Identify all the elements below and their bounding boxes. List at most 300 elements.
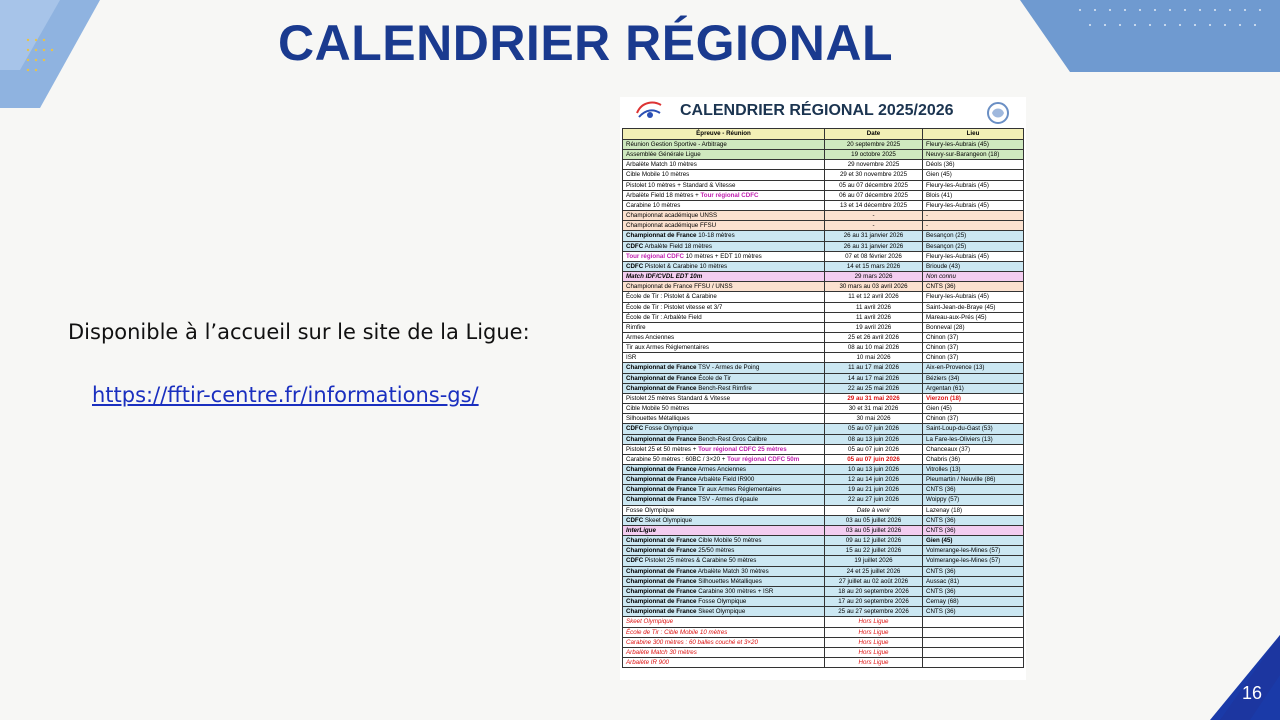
- place-cell: Bonneval (28): [923, 322, 1024, 332]
- event-text: ISR: [626, 354, 637, 362]
- place-cell: [923, 627, 1024, 637]
- date-cell: 10 au 13 juin 2026: [825, 465, 923, 475]
- place-cell: Déols (36): [923, 160, 1024, 170]
- date-cell: 29 au 31 mai 2026: [825, 393, 923, 403]
- table-row: [623, 465, 1024, 475]
- event-cell: [623, 160, 825, 170]
- event-cell: [623, 363, 825, 373]
- calendar-image: [620, 97, 1026, 680]
- event-text: InterLigue: [626, 526, 656, 534]
- place-cell: La Fare-les-Oliviers (13): [923, 434, 1024, 444]
- date-cell: 29 mars 2026: [825, 272, 923, 282]
- event-text: Fosse Olympique: [626, 506, 675, 514]
- event-text: Championnat de France FFSU / UNSS: [626, 283, 733, 291]
- event-cell: [623, 525, 825, 535]
- event-cell: [623, 140, 825, 150]
- event-text: Championnat de France: [626, 496, 697, 504]
- place-cell: Argentan (61): [923, 383, 1024, 393]
- table-row: [623, 211, 1024, 221]
- date-cell: 08 au 10 mai 2026: [825, 343, 923, 353]
- event-text: Championnat de France: [626, 486, 697, 494]
- table-row: [623, 404, 1024, 414]
- calendar-title: CALENDRIER RÉGIONAL 2025/2026: [680, 102, 954, 119]
- date-cell: Hors Ligue: [825, 627, 923, 637]
- event-text: Tour régional CDFC: [626, 252, 684, 260]
- place-cell: Aix-en-Provence (13): [923, 363, 1024, 373]
- event-cell: [623, 282, 825, 292]
- place-cell: Vierzon (18): [923, 393, 1024, 403]
- event-cell: [623, 312, 825, 322]
- date-cell: 05 au 07 juin 2026: [825, 454, 923, 464]
- event-cell: [623, 150, 825, 160]
- event-text: Pistolet 25 mètres Standard & Vitesse: [626, 394, 731, 402]
- table-row: [623, 586, 1024, 596]
- date-cell: 27 juillet au 02 août 2026: [825, 576, 923, 586]
- date-cell: 13 et 14 décembre 2025: [825, 200, 923, 210]
- table-row: [623, 383, 1024, 393]
- top-left-decoration: [0, 0, 110, 110]
- date-cell: 22 au 25 mai 2026: [825, 383, 923, 393]
- table-row: [623, 322, 1024, 332]
- place-cell: Cernay (68): [923, 597, 1024, 607]
- event-cell: [623, 180, 825, 190]
- event-cell: [623, 597, 825, 607]
- table-row: [623, 343, 1024, 353]
- place-cell: Gien (45): [923, 536, 1024, 546]
- date-cell: 18 au 20 septembre 2026: [825, 586, 923, 596]
- place-cell: CNTS (36): [923, 525, 1024, 535]
- table-row: [623, 454, 1024, 464]
- event-text: Championnat de France: [626, 384, 697, 392]
- event-text: Tour régional CDFC: [700, 191, 759, 199]
- event-text: École de Tir : Pistolet & Carabine: [626, 293, 717, 301]
- event-text: Championnat de France: [626, 476, 697, 484]
- place-cell: Aussac (81): [923, 576, 1024, 586]
- place-cell: Neuvy-sur-Barangeon (18): [923, 150, 1024, 160]
- event-text: Tour régional CDFC 25 mètres: [698, 445, 787, 453]
- event-text: Bench-Rest Rimfire: [696, 384, 752, 392]
- place-cell: Besançon (25): [923, 231, 1024, 241]
- date-cell: 19 juillet 2026: [825, 556, 923, 566]
- event-text: Arbalète Match 10 mètres: [626, 161, 697, 169]
- table-row: [623, 312, 1024, 322]
- event-cell: [623, 353, 825, 363]
- event-cell: [623, 647, 825, 657]
- event-cell: [623, 444, 825, 454]
- place-cell: -: [923, 221, 1024, 231]
- ligue-logo-icon: [984, 100, 1012, 126]
- event-cell: [623, 495, 825, 505]
- place-cell: Non connu: [923, 272, 1024, 282]
- place-cell: Fleury-les-Aubrais (45): [923, 140, 1024, 150]
- table-row: [623, 536, 1024, 546]
- event-text: Championnat de France: [626, 537, 697, 545]
- col-header-event: Épreuve - Réunion: [623, 129, 825, 140]
- date-cell: 19 au 21 juin 2026: [825, 485, 923, 495]
- event-text: CDFC: [626, 425, 644, 433]
- table-row: [623, 475, 1024, 485]
- event-cell: [623, 586, 825, 596]
- event-text: Skeet Olympique: [626, 618, 674, 626]
- event-text: Arbalète Field IR900: [696, 476, 755, 484]
- calendar-header-row: [623, 129, 1024, 140]
- event-cell: [623, 536, 825, 546]
- event-text: Silhouettes Métalliques: [696, 577, 762, 585]
- table-row: [623, 556, 1024, 566]
- event-cell: [623, 424, 825, 434]
- event-cell: [623, 251, 825, 261]
- event-text: Championnat académique UNSS: [626, 212, 718, 220]
- event-text: 10 mètres + EDT 10 mètres: [683, 252, 762, 260]
- event-text: Championnat de France: [626, 567, 697, 575]
- place-cell: -: [923, 211, 1024, 221]
- event-cell: [623, 434, 825, 444]
- slide-title: CALENDRIER RÉGIONAL: [278, 15, 894, 71]
- date-cell: 29 novembre 2025: [825, 160, 923, 170]
- intro-text: Disponible à l’accueil sur le site de la Ligue:: [68, 320, 530, 344]
- date-cell: 29 et 30 novembre 2025: [825, 170, 923, 180]
- event-text: CDFC: [626, 557, 644, 565]
- event-cell: [623, 475, 825, 485]
- place-cell: Brioude (43): [923, 261, 1024, 271]
- place-cell: [923, 657, 1024, 667]
- place-cell: Volmerange-les-Mines (57): [923, 556, 1024, 566]
- event-text: Assemblée Générale Ligue: [626, 151, 701, 159]
- date-cell: 05 au 07 décembre 2025: [825, 180, 923, 190]
- event-text: Championnat académique FFSU: [626, 222, 717, 230]
- date-cell: -: [825, 221, 923, 231]
- date-cell: 06 au 07 décembre 2025: [825, 190, 923, 200]
- date-cell: 19 octobre 2025: [825, 150, 923, 160]
- date-cell: 19 avril 2026: [825, 322, 923, 332]
- table-row: [623, 373, 1024, 383]
- event-text: Bench-Rest Gros Calibre: [696, 435, 767, 443]
- place-cell: CNTS (36): [923, 607, 1024, 617]
- date-cell: 11 au 17 mai 2026: [825, 363, 923, 373]
- place-cell: Lazenay (18): [923, 505, 1024, 515]
- event-text: Championnat de France: [626, 232, 697, 240]
- date-cell: Hors Ligue: [825, 637, 923, 647]
- table-row: [623, 627, 1024, 637]
- table-row: [623, 180, 1024, 190]
- event-text: Arbalète Field 18 mètres: [643, 242, 712, 250]
- table-row: [623, 261, 1024, 271]
- place-cell: Saint-Loup-du-Gast (53): [923, 424, 1024, 434]
- event-text: Cible Mobile 10 mètres: [626, 171, 690, 179]
- table-row: [623, 231, 1024, 241]
- calendar-body: [623, 140, 1024, 668]
- event-cell: [623, 241, 825, 251]
- event-text: Arbalète IR 900: [626, 658, 669, 666]
- table-row: [623, 140, 1024, 150]
- event-cell: [623, 404, 825, 414]
- event-text: Championnat de France: [626, 364, 697, 372]
- event-text: École de Tir : Arbalète Field: [626, 313, 702, 321]
- date-cell: 17 au 20 septembre 2026: [825, 597, 923, 607]
- table-row: [623, 576, 1024, 586]
- table-row: [623, 292, 1024, 302]
- date-cell: 11 avril 2026: [825, 312, 923, 322]
- event-text: École de Tir : Cible Mobile 10 mètres: [626, 628, 728, 636]
- event-text: Carabine 50 mètres : 60BC / 3×20 +: [626, 455, 728, 463]
- table-row: [623, 200, 1024, 210]
- date-cell: 14 et 15 mars 2026: [825, 261, 923, 271]
- table-row: [623, 617, 1024, 627]
- table-row: [623, 150, 1024, 160]
- event-cell: [623, 261, 825, 271]
- event-text: Silhouettes Métalliques: [626, 415, 690, 423]
- event-text: Cible Mobile 50 mètres: [626, 405, 690, 413]
- date-cell: 12 au 14 juin 2026: [825, 475, 923, 485]
- date-cell: 30 et 31 mai 2026: [825, 404, 923, 414]
- table-row: [623, 332, 1024, 342]
- top-right-decoration: [1020, 0, 1280, 75]
- event-text: École de Tir : Pistolet vitesse et 3/7: [626, 303, 723, 311]
- date-cell: 05 au 07 juin 2026: [825, 444, 923, 454]
- place-cell: Chabris (36): [923, 454, 1024, 464]
- place-cell: CNTS (36): [923, 485, 1024, 495]
- table-row: [623, 637, 1024, 647]
- place-cell: Pleumartin / Neuville (86): [923, 475, 1024, 485]
- event-text: Arbalète Match 30 mètres: [696, 567, 769, 575]
- event-cell: [623, 515, 825, 525]
- event-text: Tir aux Armes Réglementaires: [696, 486, 782, 494]
- place-cell: [923, 617, 1024, 627]
- event-cell: [623, 546, 825, 556]
- event-cell: [623, 383, 825, 393]
- table-row: [623, 485, 1024, 495]
- event-cell: [623, 556, 825, 566]
- event-text: CDFC: [626, 262, 644, 270]
- date-cell: 05 au 07 juin 2026: [825, 424, 923, 434]
- table-row: [623, 414, 1024, 424]
- place-cell: Chanceaux (37): [923, 444, 1024, 454]
- date-cell: Hors Ligue: [825, 617, 923, 627]
- bottom-right-decoration: [1210, 635, 1280, 720]
- event-cell: [623, 272, 825, 282]
- table-row: [623, 424, 1024, 434]
- calendar-header: [620, 97, 1026, 128]
- event-text: Arbalète Match 30 mètres: [626, 648, 697, 656]
- event-text: Championnat de France: [626, 577, 697, 585]
- date-cell: 08 au 13 juin 2026: [825, 434, 923, 444]
- event-cell: [623, 302, 825, 312]
- event-text: Skeet Olympique: [696, 608, 746, 616]
- table-row: [623, 393, 1024, 403]
- event-text: CDFC: [626, 242, 644, 250]
- event-text: Carabine 300 mètres + ISR: [696, 587, 774, 595]
- event-text: Championnat de France: [626, 598, 697, 606]
- event-text: Fosse Olympique: [643, 425, 694, 433]
- table-row: [623, 647, 1024, 657]
- place-cell: CNTS (36): [923, 586, 1024, 596]
- event-cell: [623, 454, 825, 464]
- place-cell: CNTS (36): [923, 566, 1024, 576]
- place-cell: Vitrolles (13): [923, 465, 1024, 475]
- event-cell: [623, 322, 825, 332]
- event-text: CDFC: [626, 516, 644, 524]
- table-row: [623, 515, 1024, 525]
- event-cell: [623, 465, 825, 475]
- event-cell: [623, 657, 825, 667]
- event-text: TSV - Armes d'épaule: [696, 496, 759, 504]
- event-text: Pistolet 10 mètres + Standard & Vitesse: [626, 181, 736, 189]
- table-row: [623, 505, 1024, 515]
- table-row: [623, 434, 1024, 444]
- event-text: Rimfire: [626, 323, 646, 331]
- date-cell: 24 et 25 juillet 2026: [825, 566, 923, 576]
- event-cell: [623, 637, 825, 647]
- event-cell: [623, 190, 825, 200]
- event-text: Carabine 300 mètres : 60 balles couché et 3×20: [626, 638, 758, 646]
- event-text: Championnat de France: [626, 466, 697, 473]
- date-cell: 22 au 27 juin 2026: [825, 495, 923, 505]
- ligue-info-link[interactable]: https://fftir-centre.fr/informations-gs/: [92, 383, 479, 407]
- place-cell: [923, 637, 1024, 647]
- table-row: [623, 525, 1024, 535]
- event-text: Championnat de France: [626, 608, 697, 616]
- table-row: [623, 302, 1024, 312]
- col-header-date: Date: [825, 129, 923, 140]
- event-text: Pistolet 25 et 50 mètres +: [626, 445, 699, 453]
- event-text: Championnat de France: [626, 374, 697, 382]
- table-row: [623, 657, 1024, 667]
- date-cell: 15 au 22 juillet 2026: [825, 546, 923, 556]
- event-text: Tir aux Armes Réglementaires: [626, 344, 709, 352]
- date-cell: 03 au 05 juillet 2026: [825, 525, 923, 535]
- event-text: 25/50 mètres: [696, 547, 735, 555]
- event-cell: [623, 170, 825, 180]
- table-row: [623, 353, 1024, 363]
- place-cell: Fleury-les-Aubrais (45): [923, 292, 1024, 302]
- date-cell: 10 mai 2026: [825, 353, 923, 363]
- table-row: [623, 160, 1024, 170]
- place-cell: [923, 647, 1024, 657]
- table-row: [623, 546, 1024, 556]
- place-cell: CNTS (36): [923, 282, 1024, 292]
- place-cell: Chinon (37): [923, 353, 1024, 363]
- table-row: [623, 241, 1024, 251]
- place-cell: Fleury-les-Aubrais (45): [923, 180, 1024, 190]
- event-text: Pistolet & Carabine 10 mètres: [643, 262, 728, 270]
- place-cell: Volmerange-les-Mines (57): [923, 546, 1024, 556]
- event-cell: [623, 566, 825, 576]
- table-row: [623, 170, 1024, 180]
- event-cell: [623, 200, 825, 210]
- place-cell: Chinon (37): [923, 332, 1024, 342]
- date-cell: Hors Ligue: [825, 647, 923, 657]
- event-cell: [623, 505, 825, 515]
- event-text: Arbalète Field 18 mètres +: [626, 191, 701, 199]
- date-cell: 11 et 12 avril 2026: [825, 292, 923, 302]
- event-cell: [623, 627, 825, 637]
- place-cell: Fleury-les-Aubrais (45): [923, 251, 1024, 261]
- fftir-logo-icon: [634, 99, 664, 125]
- event-text: Pistolet 25 mètres & Carabine 50 mètres: [643, 557, 757, 565]
- place-cell: Woippy (57): [923, 495, 1024, 505]
- event-text: Tour régional CDFC 50m: [727, 455, 800, 463]
- date-cell: 26 au 31 janvier 2026: [825, 241, 923, 251]
- event-text: Armes Anciennes: [626, 333, 675, 341]
- date-cell: 25 au 27 septembre 2026: [825, 607, 923, 617]
- date-cell: -: [825, 211, 923, 221]
- place-cell: Chinon (37): [923, 414, 1024, 424]
- event-cell: [623, 332, 825, 342]
- event-cell: [623, 485, 825, 495]
- event-cell: [623, 607, 825, 617]
- date-cell: Hors Ligue: [825, 657, 923, 667]
- table-row: [623, 272, 1024, 282]
- place-cell: Saint-Jean-de-Braye (45): [923, 302, 1024, 312]
- date-cell: 26 au 31 janvier 2026: [825, 231, 923, 241]
- date-cell: 30 mai 2026: [825, 414, 923, 424]
- table-row: [623, 597, 1024, 607]
- event-text: Championnat de France: [626, 547, 697, 555]
- event-cell: [623, 414, 825, 424]
- date-cell: 30 mars au 03 avril 2026: [825, 282, 923, 292]
- event-text: Championnat de France: [626, 587, 697, 595]
- event-cell: [623, 393, 825, 403]
- event-text: Carabine 10 mètres: [626, 201, 681, 209]
- table-row: [623, 444, 1024, 454]
- event-text: École de Tir: [696, 374, 731, 382]
- date-cell: 20 septembre 2025: [825, 140, 923, 150]
- event-text: Armes Anciennes: [696, 466, 747, 473]
- event-cell: [623, 292, 825, 302]
- date-cell: 07 et 08 février 2026: [825, 251, 923, 261]
- event-cell: [623, 231, 825, 241]
- place-cell: Blois (41): [923, 190, 1024, 200]
- event-cell: [623, 211, 825, 221]
- event-text: Championnat de France: [626, 435, 697, 443]
- event-text: TSV - Armes de Poing: [696, 364, 760, 372]
- table-row: [623, 607, 1024, 617]
- table-row: [623, 190, 1024, 200]
- place-cell: Besançon (25): [923, 241, 1024, 251]
- table-row: [623, 251, 1024, 261]
- event-cell: [623, 221, 825, 231]
- table-row: [623, 566, 1024, 576]
- place-cell: CNTS (36): [923, 515, 1024, 525]
- place-cell: Mareau-aux-Prés (45): [923, 312, 1024, 322]
- table-row: [623, 221, 1024, 231]
- event-text: 10-18 mètres: [696, 232, 735, 240]
- place-cell: Gien (45): [923, 170, 1024, 180]
- event-text: Skeet Olympique: [643, 516, 693, 524]
- date-cell: Date à venir: [825, 505, 923, 515]
- place-cell: Chinon (37): [923, 343, 1024, 353]
- place-cell: Béziers (34): [923, 373, 1024, 383]
- event-text: Fosse Olympique: [696, 598, 747, 606]
- calendar-table: [622, 128, 1024, 668]
- event-cell: [623, 373, 825, 383]
- date-cell: 14 au 17 mai 2026: [825, 373, 923, 383]
- event-cell: [623, 617, 825, 627]
- place-cell: Gien (45): [923, 404, 1024, 414]
- table-row: [623, 495, 1024, 505]
- event-text: Réunion Gestion Sportive - Arbitrage: [626, 141, 727, 148]
- date-cell: 03 au 05 juillet 2026: [825, 515, 923, 525]
- event-text: Match IDF/CVDL EDT 10m: [626, 273, 703, 281]
- table-row: [623, 282, 1024, 292]
- event-cell: [623, 576, 825, 586]
- date-cell: 09 au 12 juillet 2026: [825, 536, 923, 546]
- col-header-place: Lieu: [923, 129, 1024, 140]
- table-row: [623, 363, 1024, 373]
- event-cell: [623, 343, 825, 353]
- place-cell: Fleury-les-Aubrais (45): [923, 200, 1024, 210]
- event-text: Cible Mobile 50 mètres: [696, 537, 762, 545]
